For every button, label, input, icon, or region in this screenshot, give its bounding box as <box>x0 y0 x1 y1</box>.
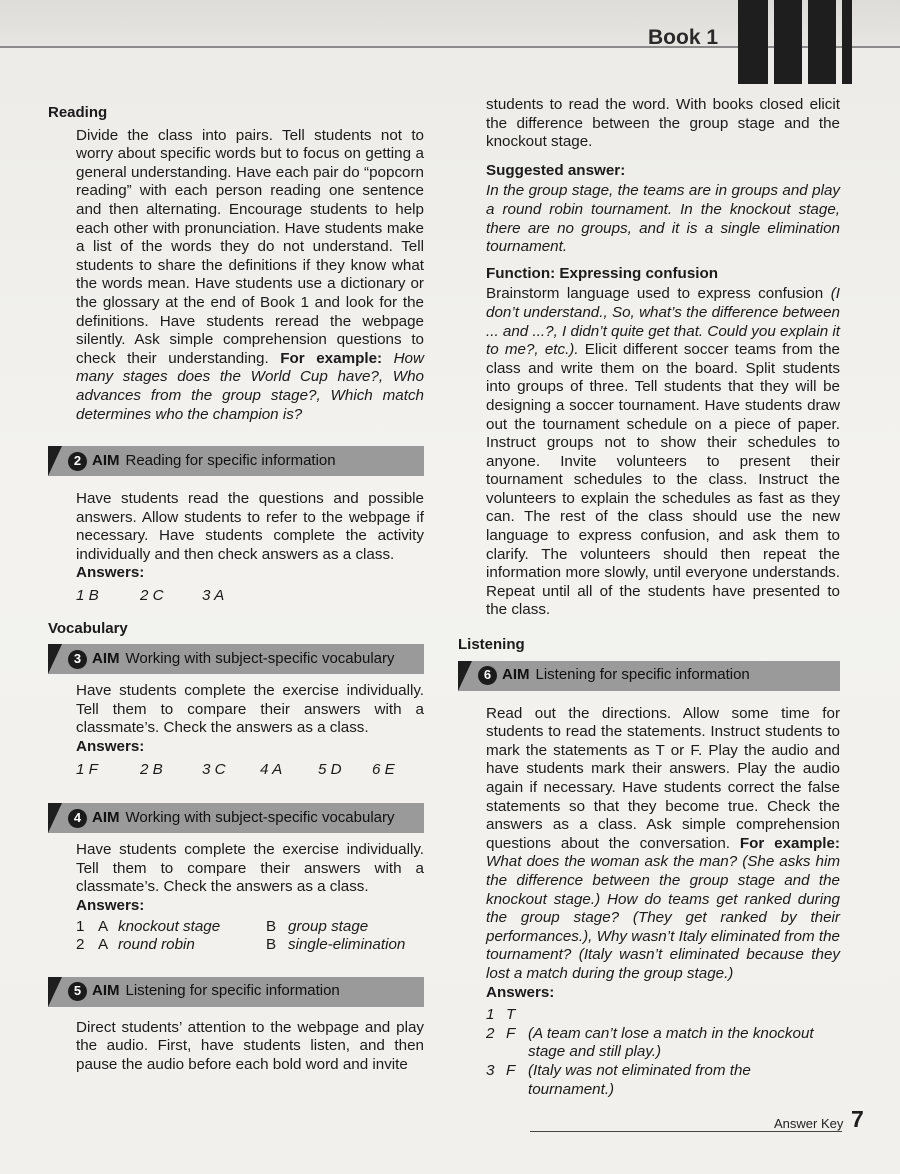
answer-number: 3 <box>486 1061 495 1079</box>
aim-bar-3 <box>48 644 424 674</box>
answer-value: F <box>506 1061 516 1079</box>
answer-item: 1 F <box>76 760 98 778</box>
answer-item: 2 C <box>140 587 164 605</box>
continued-body: students to read the word. With books closed elicit the difference between the group stage and the knockout stage. <box>486 96 840 151</box>
answer-item: 3 C <box>202 760 226 778</box>
answer-row <box>486 1062 840 1099</box>
answer-item: 4 A <box>260 760 283 778</box>
answer-item: 1 B <box>76 587 99 605</box>
aim-label: AIM <box>92 982 120 1000</box>
aim-notch <box>48 803 62 833</box>
aim4-answer-row <box>48 936 424 955</box>
answer-value: T <box>506 1006 516 1024</box>
suggested-answer-label: Suggested answer: <box>486 161 626 179</box>
answers-label: Answers: <box>76 738 145 756</box>
aim-title: Listening for specific information <box>535 666 750 684</box>
aim6-answers <box>458 1006 840 1099</box>
aim-notch <box>48 977 62 1007</box>
page-number: 7 <box>851 1106 864 1132</box>
aim3-answers <box>48 761 424 780</box>
answer-number: 2 <box>76 936 85 954</box>
chapter-tab-bar <box>808 0 836 84</box>
answer-letter: A <box>98 917 109 935</box>
aim-bar-5 <box>48 977 424 1007</box>
aim-bar-4 <box>48 803 424 833</box>
reading-title: Reading <box>48 104 108 121</box>
suggested-answer: In the group stage, the teams are in groups and play a round robin tournament. In the knockout stage, there are no groups, and it is a single elimination tournament. <box>486 182 840 256</box>
aim-label: AIM <box>92 451 120 469</box>
answer-number: 1 <box>486 1006 495 1024</box>
aim-notch <box>458 661 472 691</box>
answer-row <box>486 1006 840 1025</box>
answer-letter: B <box>266 917 277 935</box>
aim6-body: Read out the directions. Allow some time for students to read the statements. Instruct students to mark the statements as T or F. Play the audio and have students mark their answers. Play the audio again if necessary. Have students correct the false statements so that they become true. Check the answers as a class. Ask simple comprehension questions about the conversation. For example: What does the woman ask the man? (She asks him the difference between the group stage and the knockout stage.) How do teams get ranked during the group stage? (They get ranked by their performances.), Why wasn’t Italy eliminated from the tournament? (Italy wasn’t eliminated because they lost a match during the group stage.) <box>486 704 840 982</box>
aim-label: AIM <box>502 666 530 684</box>
aim2-answers <box>48 587 424 606</box>
answer-letter: B <box>266 936 277 954</box>
footer-rule <box>530 1131 842 1132</box>
aim-notch <box>48 644 62 674</box>
function-body: Brainstorm language used to express confusion (I don’t understand., So, what’s the difference between ... and ...?, I didn’t quite get that. Could you explain it to me?, etc.). Elicit different soccer teams from the class and write them on the board. Split students into groups of three. Tell students that they will be designing a soccer tournament. Have students draw out the tournament schedule on a piece of paper. Instruct groups not to show their schedules to anyone. Invite volunteers to present their tournament schedules to the class. Instruct the volunteers to explain the schedules as fast as they can. The rest of the class should use the new language to express confusion, and ask them to clarify. The volunteers should then repeat the information more slowly, until everyone understands. Repeat until all of the students have presented to the class. <box>486 285 840 619</box>
answer-item: 3 A <box>202 587 225 605</box>
answers-label: Answers: <box>76 897 145 914</box>
aim-title: Working with subject-specific vocabulary <box>125 808 395 826</box>
aim-number: 3 <box>68 650 87 669</box>
aim-bar-6 <box>458 661 840 691</box>
answer-item: 2 B <box>140 760 163 778</box>
book-label: Book 1 <box>648 26 719 49</box>
answers-label: Answers: <box>76 564 145 582</box>
aim-notch <box>48 446 62 476</box>
aim-title: Listening for specific information <box>125 982 340 1000</box>
aim-number: 5 <box>68 982 87 1001</box>
vocabulary-title: Vocabulary <box>48 619 128 637</box>
right-column <box>458 96 840 1099</box>
aim2-body: Have students read the questions and possible answers. Allow students to refer to the webpage if necessary. Have students complete the activity individually and then check answers as a class. <box>76 490 424 563</box>
reading-body: Divide the class into pairs. Tell students not to worry about specific words but to focus on getting a general understanding. Have each pair do “popcorn reading” with each person reading one sentence and then alternating. Encourage students to help each other with pronunciation. Have students make a list of the words they do not understand. Tell students to share the definitions if they know what the words mean. Have students use a dictionary or the glossary at the end of Book 1 and look for the definitions. Have students reread the webpage silently. Ask simple comprehension questions to check their understanding. For example: How many stages does the World Cup have?, Who advances from the group stage?, Which match determines who the champion is? <box>76 126 424 423</box>
aim-title: Working with subject-specific vocabulary <box>125 649 395 667</box>
aim-number: 2 <box>68 452 87 471</box>
aim4-body: Have students complete the exercise individually. Tell them to compare their answers with a classmate’s. Check the answers as a class. <box>76 841 424 896</box>
aim-label: AIM <box>92 808 120 826</box>
aim-bar-2 <box>48 446 424 476</box>
chapter-tab-bar <box>738 0 768 84</box>
aim-number: 6 <box>478 666 497 685</box>
answer-text: round robin <box>118 936 195 954</box>
answer-number: 2 <box>486 1024 495 1042</box>
aim-title: Reading for specific information <box>125 451 336 469</box>
answer-note: (A team can’t lose a match in the knockout stage and still play.) <box>528 1024 814 1061</box>
answer-letter: A <box>98 936 109 954</box>
answer-item: 5 D <box>318 760 342 778</box>
answer-text: knockout stage <box>118 917 221 935</box>
chapter-tab-bar <box>842 0 852 84</box>
listening-title: Listening <box>458 636 525 654</box>
aim5-body: Direct students’ attention to the webpage and play the audio. First, have students listen, and then pause the audio before each bold word and invite <box>76 1018 424 1073</box>
answer-value: F <box>506 1024 516 1042</box>
aim3-body: Have students complete the exercise individually. Tell them to compare their answers with a classmate’s. Check the answers as a class. <box>76 682 424 737</box>
function-title: Function: Expressing confusion <box>486 264 719 282</box>
answer-number: 1 <box>76 917 85 935</box>
answer-row <box>486 1025 840 1062</box>
answer-text: single-elimination <box>288 936 406 954</box>
left-column <box>48 104 424 1075</box>
answer-note: (Italy was not eliminated from the tournament.) <box>528 1061 751 1098</box>
answers-label: Answers: <box>486 983 555 1001</box>
chapter-tab-bar <box>774 0 802 84</box>
aim4-answer-row <box>48 918 424 937</box>
answer-text: group stage <box>288 917 369 935</box>
aim-number: 4 <box>68 809 87 828</box>
footer-label: Answer Key <box>774 1116 844 1131</box>
aim-label: AIM <box>92 649 120 667</box>
answer-item: 6 E <box>372 760 395 778</box>
